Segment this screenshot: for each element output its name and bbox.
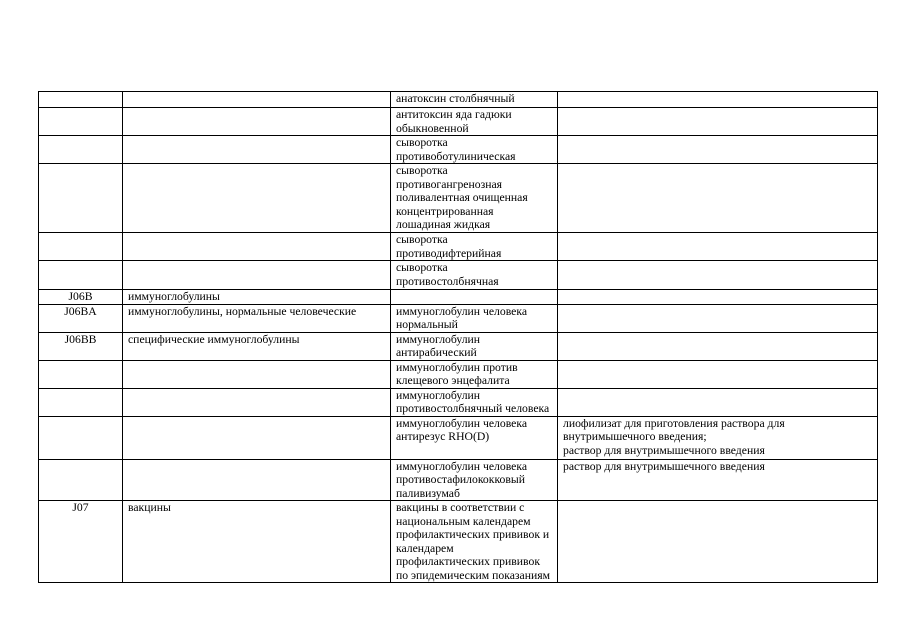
code-cell xyxy=(39,108,123,136)
group-cell: иммуноглобулины xyxy=(123,290,391,305)
code-cell xyxy=(39,388,123,416)
code-cell xyxy=(39,164,123,233)
form-cell xyxy=(558,304,878,332)
table-row xyxy=(39,304,878,332)
drug-cell: иммуноглобулин человека нормальный xyxy=(391,304,558,332)
form-cell: раствор для внутримышечного введения xyxy=(558,459,878,501)
group-cell xyxy=(123,416,391,459)
group-cell xyxy=(123,233,391,261)
code-cell: J07 xyxy=(39,501,123,583)
group-cell xyxy=(123,459,391,501)
group-cell: иммуноглобулины, нормальные человеческие xyxy=(123,304,391,332)
drug-cell: анатоксин столбнячный xyxy=(391,92,558,108)
form-cell xyxy=(558,136,878,164)
group-cell: специфические иммуноглобулины xyxy=(123,332,391,360)
table-row xyxy=(39,92,878,108)
group-cell xyxy=(123,261,391,290)
code-cell: J06B xyxy=(39,290,123,305)
table-row xyxy=(39,360,878,388)
group-cell xyxy=(123,164,391,233)
group-cell xyxy=(123,108,391,136)
drug-cell: вакцины в соответствии с национальным календарем профилактических прививок и календарем профилактических прививок по эпидемическим показаниям xyxy=(391,501,558,583)
form-cell xyxy=(558,108,878,136)
drug-cell: сыворотка противогангренозная поливалентная очищенная концентрированная лошадиная жидкая xyxy=(391,164,558,233)
form-cell xyxy=(558,332,878,360)
drug-cell: сыворотка противостолбнячная xyxy=(391,261,558,290)
drug-cell: антитоксин яда гадюки обыкновенной xyxy=(391,108,558,136)
code-cell xyxy=(39,136,123,164)
table-row xyxy=(39,459,878,501)
form-cell xyxy=(558,360,878,388)
drug-table xyxy=(38,91,878,583)
group-cell xyxy=(123,360,391,388)
drug-cell: иммуноглобулин человека антирезус RHO(D) xyxy=(391,416,558,459)
code-cell: J06BB xyxy=(39,332,123,360)
table-row xyxy=(39,332,878,360)
table-row xyxy=(39,261,878,290)
drug-cell: иммуноглобулин противостолбнячный человека xyxy=(391,388,558,416)
code-cell xyxy=(39,92,123,108)
group-cell: вакцины xyxy=(123,501,391,583)
group-cell xyxy=(123,388,391,416)
table-row xyxy=(39,136,878,164)
form-cell xyxy=(558,501,878,583)
form-cell xyxy=(558,164,878,233)
form-cell xyxy=(558,290,878,305)
table-row xyxy=(39,501,878,583)
form-cell xyxy=(558,92,878,108)
table-row xyxy=(39,164,878,233)
code-cell: J06BA xyxy=(39,304,123,332)
code-cell xyxy=(39,261,123,290)
form-cell xyxy=(558,233,878,261)
drug-cell: сыворотка противодифтерийная xyxy=(391,233,558,261)
table-row xyxy=(39,233,878,261)
drug-cell: иммуноглобулин антирабический xyxy=(391,332,558,360)
code-cell xyxy=(39,459,123,501)
table-row xyxy=(39,416,878,459)
table-row xyxy=(39,388,878,416)
code-cell xyxy=(39,233,123,261)
table-row xyxy=(39,108,878,136)
code-cell xyxy=(39,416,123,459)
drug-cell: иммуноглобулин против клещевого энцефалита xyxy=(391,360,558,388)
drug-cell xyxy=(391,290,558,305)
form-cell: лиофилизат для приготовления раствора для внутримышечного введения; раствор для внутримышечного введения xyxy=(558,416,878,459)
code-cell xyxy=(39,360,123,388)
form-cell xyxy=(558,261,878,290)
drug-cell: иммуноглобулин человека противостафилококковый паливизумаб xyxy=(391,459,558,501)
group-cell xyxy=(123,136,391,164)
form-cell xyxy=(558,388,878,416)
group-cell xyxy=(123,92,391,108)
table-row xyxy=(39,290,878,305)
drug-cell: сыворотка противоботулиническая xyxy=(391,136,558,164)
